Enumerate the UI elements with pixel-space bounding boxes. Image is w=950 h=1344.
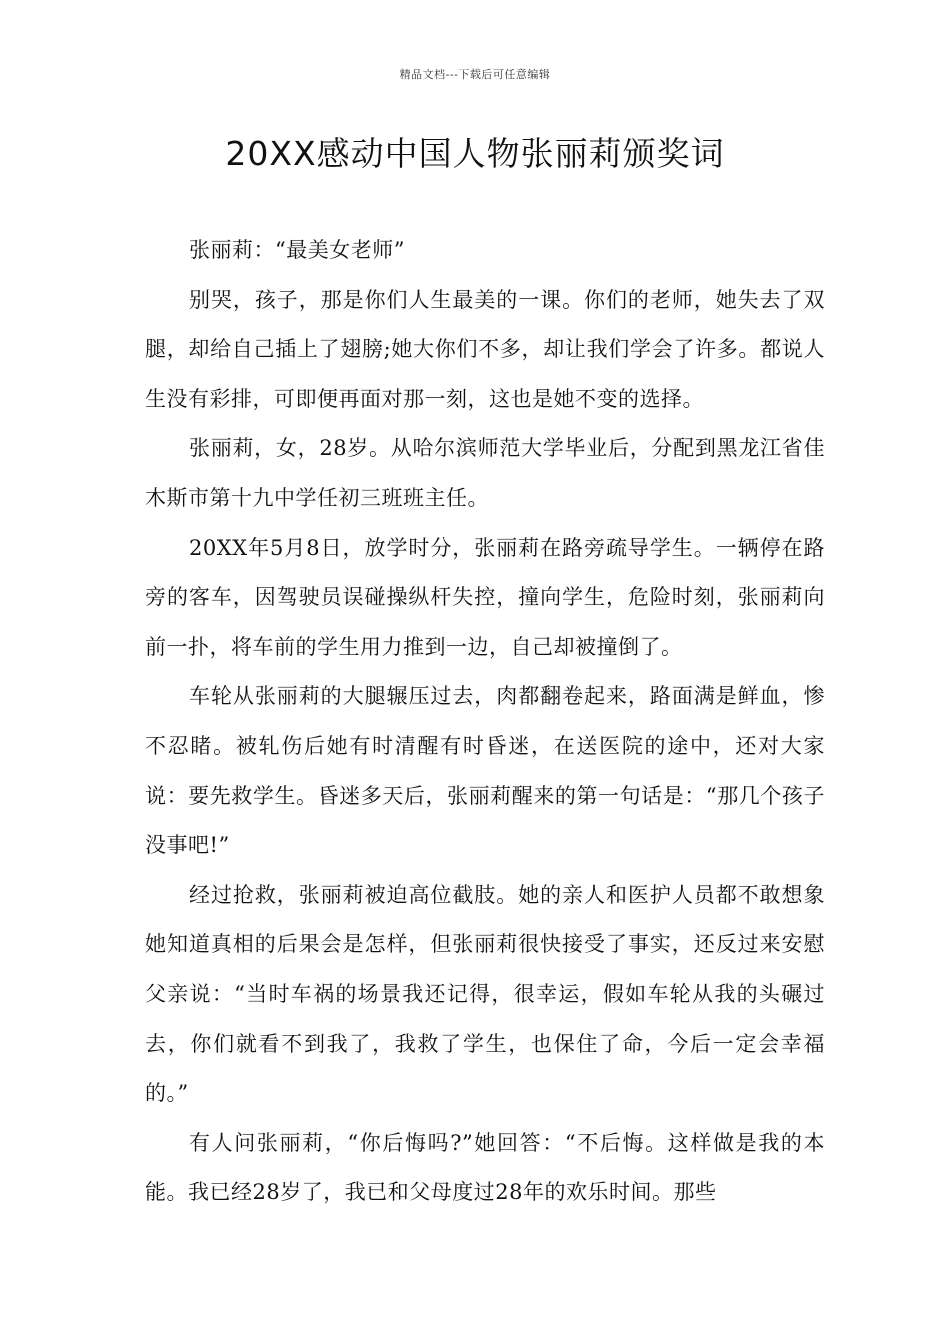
article-body (145, 226, 825, 1218)
paragraph: 有人问张丽莉，“你后悔吗?”她回答：“不后悔。这样做是我的本能。我已经28岁了，我已和父母度过28年的欢乐时间。那些 (145, 1130, 825, 1205)
paragraph: 张丽莉，女，28岁。从哈尔滨师范大学毕业后，分配到黑龙江省佳木斯市第十九中学任初三班班主任。 (145, 436, 825, 510)
paragraph-subtitle: 张丽莉：“最美女老师” (189, 238, 405, 262)
paragraph: 20XX年5月8日，放学时分，张丽莉在路旁疏导学生。一辆停在路旁的客车，因驾驶员误碰操纵杆失控，撞向学生，危险时刻，张丽莉向前一扑，将车前的学生用力推到一边，自己却被撞倒了。 (145, 535, 825, 659)
header-note: 精品文档---下载后可任意编辑 (399, 68, 551, 81)
paragraph: 车轮从张丽莉的大腿辗压过去，肉都翻卷起来，路面满是鲜血，惨不忍睹。被轧伤后她有时清醒有时昏迷，在送医院的途中，还对大家说：要先救学生。昏迷多天后，张丽莉醒来的第一句话是：“那几个孩子没事吧!” (145, 684, 825, 858)
paragraph: 别哭，孩子，那是你们人生最美的一课。你们的老师，她失去了双腿，却给自己插上了翅膀;她大你们不多，却让我们学会了许多。都说人生没有彩排，可即便再面对那一刻，这也是她不变的选择。 (145, 287, 825, 411)
page-title: 20XX感动中国人物张丽莉颁奖词 (225, 134, 725, 173)
paragraph: 经过抢救，张丽莉被迫高位截肢。她的亲人和医护人员都不敢想象她知道真相的后果会是怎样，但张丽莉很快接受了事实，还反过来安慰父亲说：“当时车祸的场景我还记得，很幸运，假如车轮从我的头碾过去，你们就看不到我了，我救了学生，也保住了命，今后一定会幸福的。” (145, 882, 825, 1106)
